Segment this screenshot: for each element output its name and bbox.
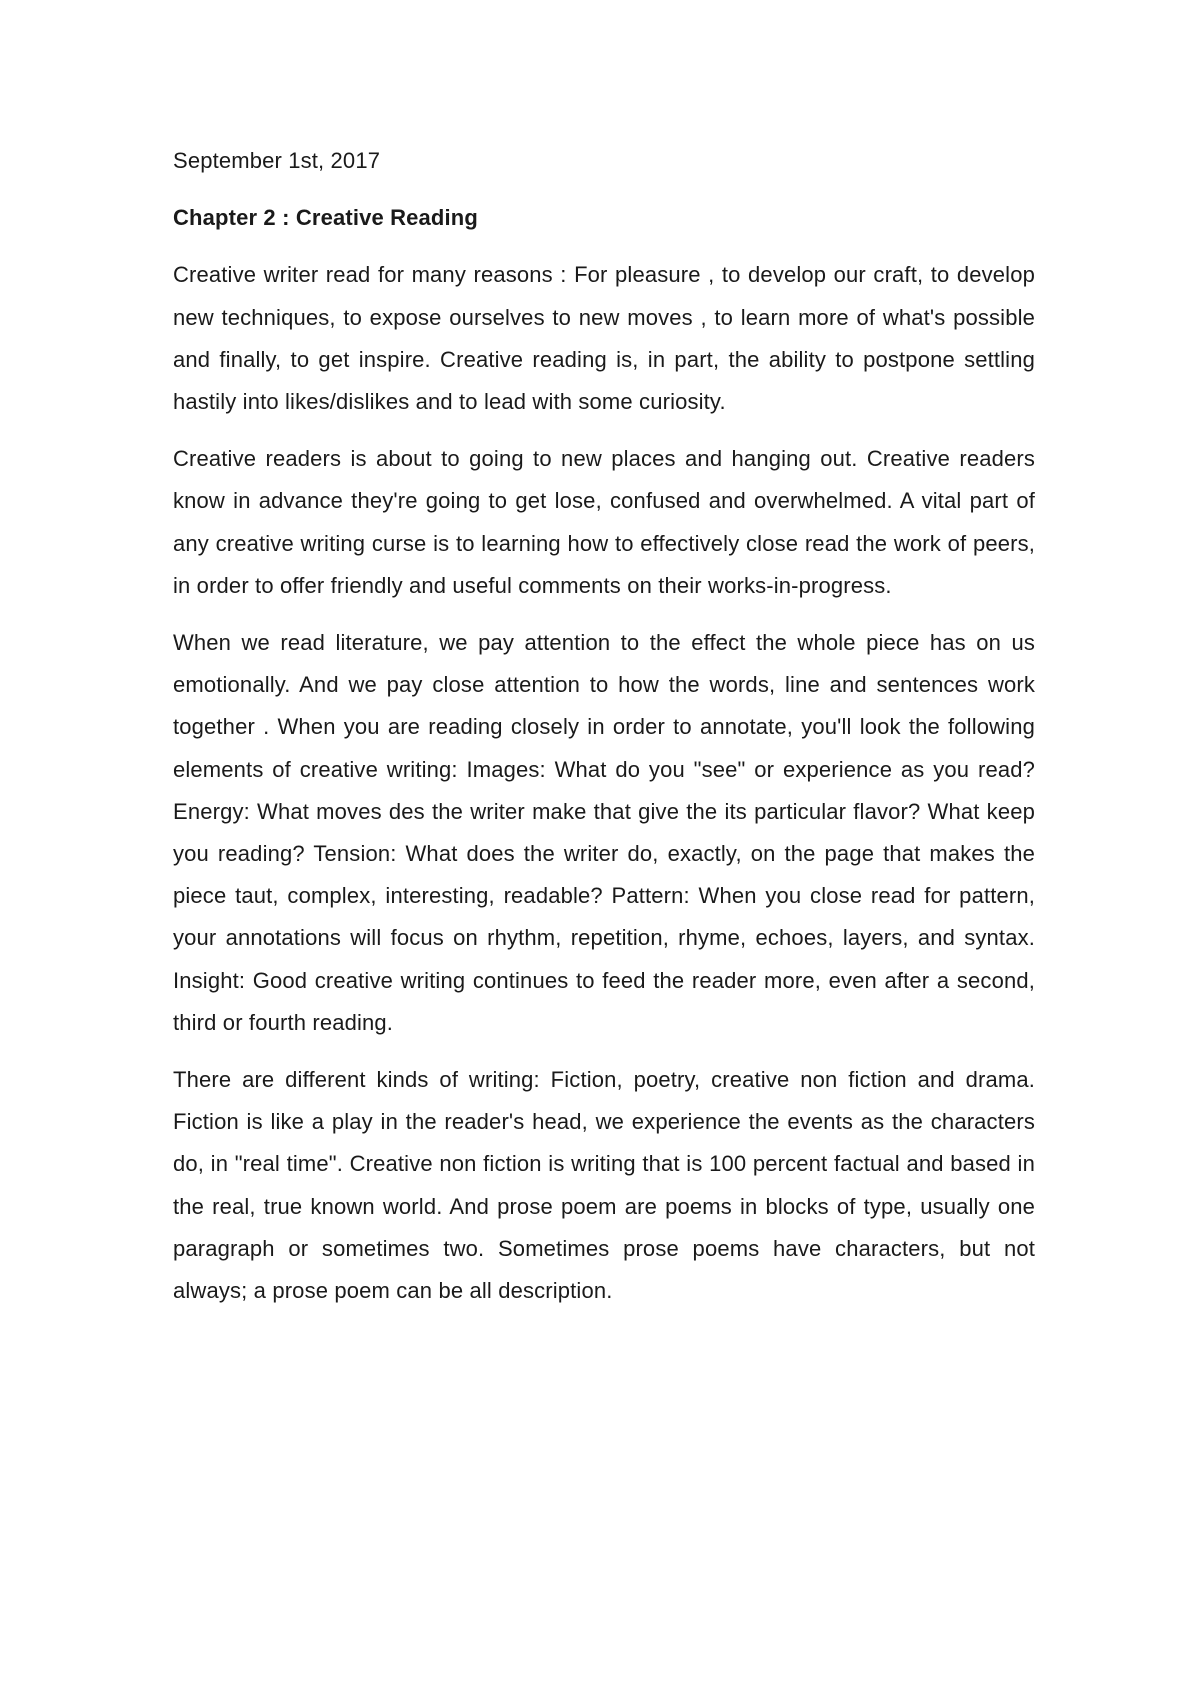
document-date: September 1st, 2017 [173,148,381,173]
chapter-title: Chapter 2 : Creative Reading [173,205,478,231]
paragraph-creative-readers: Creative readers is about to going to new places and hanging out. Creative readers know in advance they're going to get lose, confused and overwhelmed. A vital part of any creative writing curse is to learning how to effectively close read the work of peers, in order to offer friendly and useful comments on their works-in-progress. [173,446,1035,598]
paragraph-creative-reading-reasons: Creative writer read for many reasons : For pleasure , to develop our craft, to develop new techniques, to expose ourselves to new moves , to learn more of what's possible and finally, to get inspire. Creative reading is, in part, the ability to postpone settling hastily into likes/dislikes and to lead with some curiosity. [173,262,1035,415]
paragraph-kinds-of-writing: There are different kinds of writing: Fiction, poetry, creative non fiction and drama. Fiction is like a play in the reader's head, we experience the events as the characters do, in "real time". Creative non fiction is writing that is 100 percent factual and based in the real, true known world. And prose poem are poems in blocks of type, usually one paragraph or sometimes two. Sometimes prose poems have characters, but not always; a prose poem can be all description. [173,1067,1035,1304]
document-body [173,140,1035,1327]
paragraph-reading-literature: When we read literature, we pay attention to the effect the whole piece has on us emotionally. And we pay close attention to how the words, line and sentences work together . When you are reading closely in order to annotate, you'll look the following elements of creative writing: Images: What do you "see" or experience as you read? Energy: What moves des the writer make that give the its particular flavor? What keep you reading? Tension: What does the writer do, exactly, on the page that makes the piece taut, complex, interesting, readable? Pattern: When you close read for pattern, your annotations will focus on rhythm, repetition, rhyme, echoes, layers, and syntax. Insight: Good creative writing continues to feed the reader more, even after a second, third or fourth reading. [173,630,1035,1035]
